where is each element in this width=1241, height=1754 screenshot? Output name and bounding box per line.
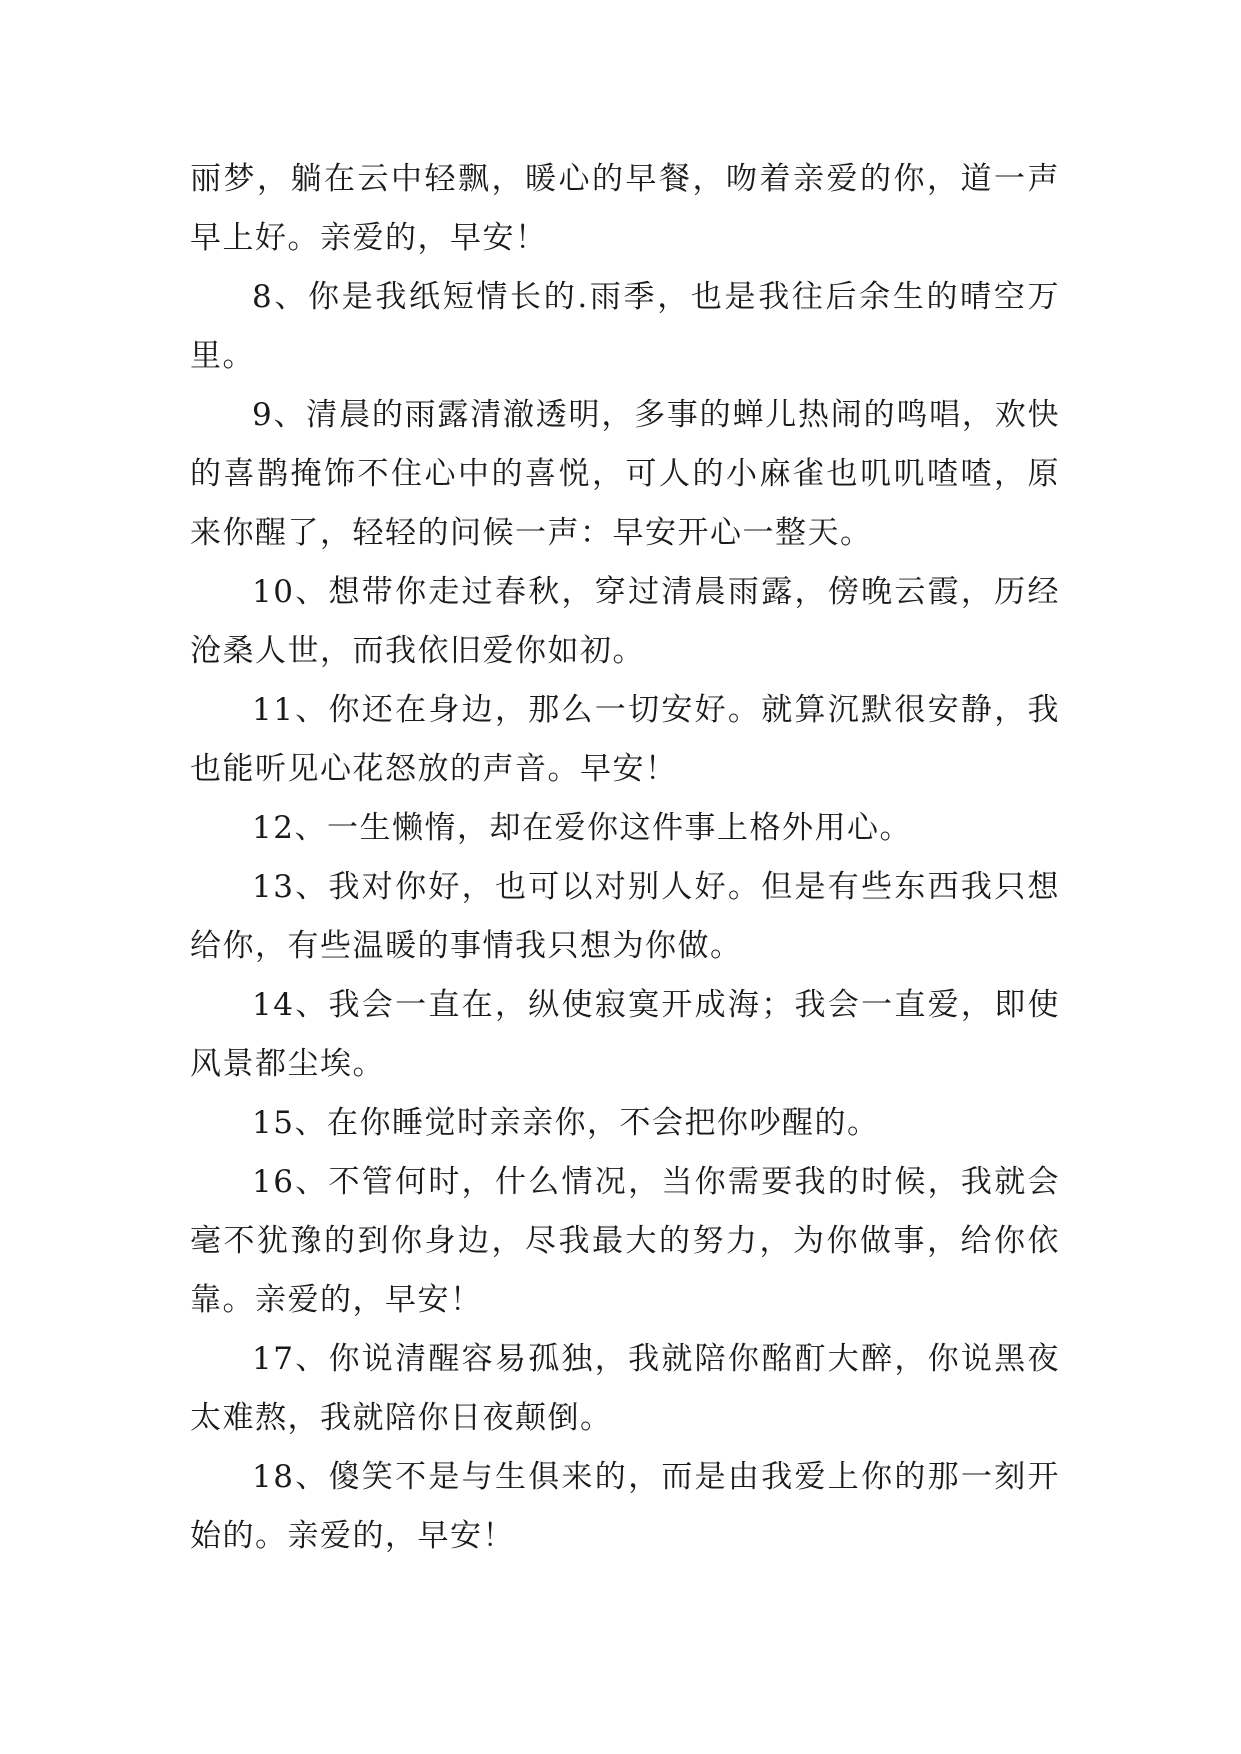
paragraph-14: 14、我会一直在，纵使寂寞开成海；我会一直爱，即使风景都尘埃。 <box>190 987 1060 1082</box>
paragraph-13: 13、我对你好，也可以对别人好。但是有些东西我只想给你，有些温暖的事情我只想为你做。 <box>190 869 1060 964</box>
paragraph-continued: 丽梦，躺在云中轻飘，暖心的早餐，吻着亲爱的你，道一声早上好。亲爱的，早安！ <box>190 161 1060 256</box>
paragraph-18: 18、傻笑不是与生俱来的，而是由我爱上你的那一刻开始的。亲爱的，早安！ <box>190 1459 1060 1554</box>
paragraph-9: 9、清晨的雨露清澈透明，多事的蝉儿热闹的鸣唱，欢快的喜鹊掩饰不住心中的喜悦，可人的小麻雀也叽叽喳喳，原来你醒了，轻轻的问候一声：早安开心一整天。 <box>190 397 1060 551</box>
paragraph-15: 15、在你睡觉时亲亲你，不会把你吵醒的。 <box>252 1105 880 1141</box>
paragraph-10: 10、想带你走过春秋，穿过清晨雨露，傍晚云霞，历经沧桑人世，而我依旧爱你如初。 <box>190 574 1060 669</box>
paragraph-17: 17、你说清醒容易孤独，我就陪你酩酊大醉，你说黑夜太难熬，我就陪你日夜颠倒。 <box>190 1341 1060 1436</box>
paragraph-8: 8、你是我纸短情长的.雨季，也是我往后余生的晴空万里。 <box>190 279 1060 374</box>
document-body <box>190 150 1060 1566</box>
paragraph-12: 12、一生懒惰，却在爱你这件事上格外用心。 <box>252 810 912 846</box>
paragraph-16: 16、不管何时，什么情况，当你需要我的时候，我就会毫不犹豫的到你身边，尽我最大的努力，为你做事，给你依靠。亲爱的，早安！ <box>190 1164 1060 1318</box>
paragraph-11: 11、你还在身边，那么一切安好。就算沉默很安静，我也能听见心花怒放的声音。早安！ <box>190 692 1060 787</box>
